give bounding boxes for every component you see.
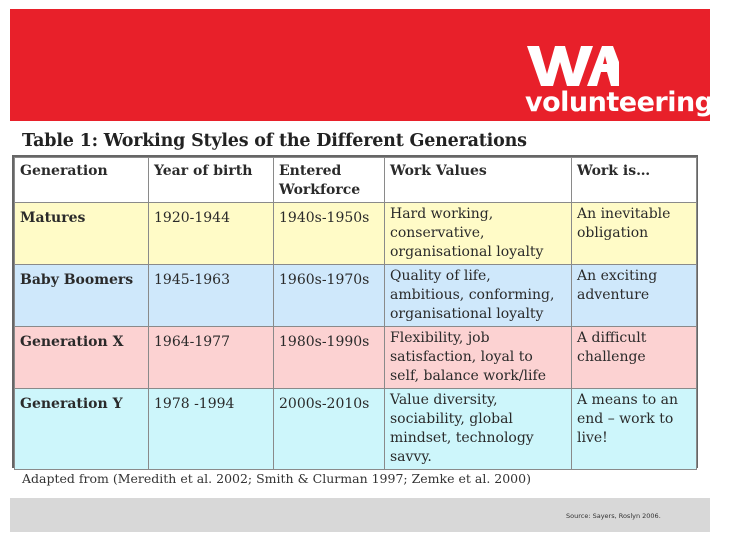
cell-year-of-birth: 1964-1977 bbox=[149, 327, 274, 389]
logo-suffix: WA bbox=[713, 95, 743, 116]
cell-work-values: Hard working, conservative, organisational loyalty bbox=[385, 203, 572, 265]
column-header-year-of-birth: Year of birth bbox=[149, 158, 274, 203]
cell-work-values: Quality of life, ambitious, conforming, organisational loyalty bbox=[385, 265, 572, 327]
header-banner bbox=[10, 9, 743, 121]
source-credit: Source: Sayers, Roslyn 2006. bbox=[566, 512, 661, 520]
column-header-entered-workforce: Entered Workforce bbox=[274, 158, 385, 203]
logo-word: volunteering bbox=[525, 87, 714, 118]
wa-logo-mark-icon bbox=[525, 44, 619, 88]
cell-entered-workforce: 1960s-1970s bbox=[274, 265, 385, 327]
cell-work-values: Flexibility, job satisfaction, loyal to self, balance work/life bbox=[385, 327, 572, 389]
column-header-generation: Generation bbox=[15, 158, 149, 203]
volunteeringwa-logo bbox=[525, 44, 743, 124]
column-header-work-is: Work is… bbox=[572, 158, 697, 203]
column-header-work-values: Work Values bbox=[385, 158, 572, 203]
table-header-row bbox=[15, 158, 697, 203]
cell-year-of-birth: 1920-1944 bbox=[149, 203, 274, 265]
generations-table bbox=[14, 157, 697, 470]
table-row-baby-boomers bbox=[15, 265, 697, 327]
cell-work-values: Value diversity, sociability, global mindset, technology savvy. bbox=[385, 389, 572, 470]
generations-table-frame bbox=[12, 155, 698, 468]
cell-work-is: A difficult challenge bbox=[572, 327, 697, 389]
cell-work-is: A means to an end – work to live! bbox=[572, 389, 697, 470]
cell-year-of-birth: 1945-1963 bbox=[149, 265, 274, 327]
table-row-matures bbox=[15, 203, 697, 265]
cell-generation: Baby Boomers bbox=[15, 265, 149, 327]
table-title: Table 1: Working Styles of the Different Generations bbox=[22, 131, 527, 151]
cell-entered-workforce: 1940s-1950s bbox=[274, 203, 385, 265]
logo-wordmark bbox=[525, 88, 743, 121]
table-row-generation-y bbox=[15, 389, 697, 470]
cell-work-is: An exciting adventure bbox=[572, 265, 697, 327]
table-row-generation-x bbox=[15, 327, 697, 389]
cell-entered-workforce: 2000s-2010s bbox=[274, 389, 385, 470]
cell-entered-workforce: 1980s-1990s bbox=[274, 327, 385, 389]
cell-year-of-birth: 1978 -1994 bbox=[149, 389, 274, 470]
cell-generation: Generation Y bbox=[15, 389, 149, 470]
cell-work-is: An inevitable obligation bbox=[572, 203, 697, 265]
cell-generation: Matures bbox=[15, 203, 149, 265]
citation-note: Adapted from (Meredith et al. 2002; Smith & Clurman 1997; Zemke et al. 2000) bbox=[22, 471, 531, 486]
cell-generation: Generation X bbox=[15, 327, 149, 389]
